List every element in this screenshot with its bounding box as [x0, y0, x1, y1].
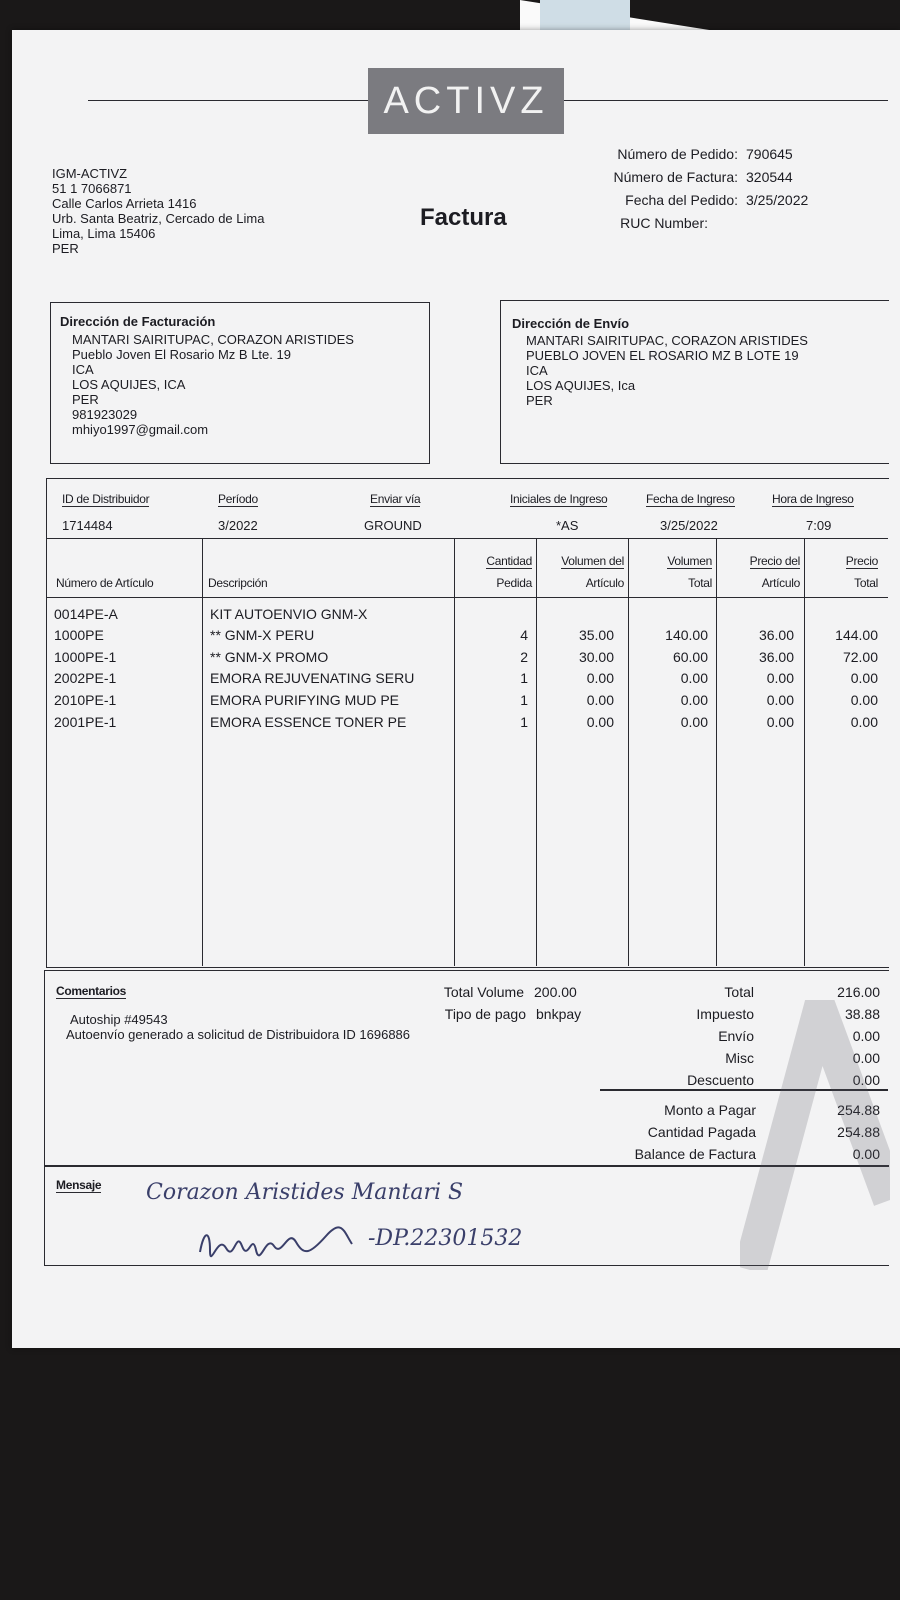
billing-line: MANTARI SAIRITUPAC, CORAZON ARISTIDES [72, 332, 354, 347]
col-header-voltot-2: Total [688, 576, 712, 590]
col-divider [804, 538, 805, 966]
company-line: Calle Carlos Arrieta 1416 [52, 196, 197, 211]
col-header-item: Número de Artículo [56, 576, 154, 590]
tax-value: 38.88 [844, 1006, 880, 1022]
col-header-desc: Descripción [208, 576, 268, 590]
payment-type-label: Tipo de pago [444, 1006, 526, 1022]
header-rule-right [564, 100, 888, 101]
invoice-balance-value: 0.00 [852, 1146, 880, 1162]
item-number: 2002PE-1 [54, 670, 117, 686]
entry-date-label: Fecha de Ingreso [646, 492, 735, 506]
item-total: 0.00 [850, 714, 878, 730]
invoice-number-value: 320544 [746, 169, 793, 185]
item-qty: 2 [520, 649, 528, 665]
shipping-line: ICA [526, 363, 548, 378]
col-header-total: Precio [845, 554, 878, 568]
item-volume: 30.00 [578, 649, 614, 665]
item-qty: 1 [520, 692, 528, 708]
handwritten-name: Corazon Aristides Mantari S [146, 1180, 464, 1205]
payment-type-value: bnkpay [536, 1006, 582, 1022]
shipping-title: Dirección de Envío [512, 316, 630, 331]
amount-due-value: 254.88 [837, 1102, 880, 1118]
company-line: IGM-ACTIVZ [52, 166, 128, 181]
message-title: Mensaje [56, 1178, 102, 1192]
company-line: 51 1 7066871 [52, 181, 132, 196]
col-header-total-2: Total [854, 576, 878, 590]
item-volume-total: 60.00 [672, 649, 708, 665]
total-label: Total [724, 984, 754, 1000]
discount-value: 0.00 [852, 1072, 880, 1088]
header-divider [46, 597, 888, 598]
entry-time-value: 7:09 [806, 518, 832, 533]
handwritten-id: -DP.22301532 [368, 1226, 523, 1251]
col-header-vol-2: Artículo [585, 576, 624, 590]
item-number: 0014PE-A [54, 606, 118, 622]
order-date-label: Fecha del Pedido: [625, 192, 738, 208]
item-volume: 0.00 [586, 670, 614, 686]
item-volume-total: 0.00 [680, 670, 708, 686]
order-info [560, 146, 880, 238]
billing-line: ICA [72, 362, 94, 377]
billing-line: 981923029 [72, 407, 138, 422]
distributor-value: 1714484 [62, 518, 113, 533]
col-header-price-2: Artículo [761, 576, 800, 590]
item-total: 0.00 [850, 670, 878, 686]
item-price: 0.00 [766, 692, 794, 708]
billing-line: LOS AQUIJES, ICA [72, 377, 186, 392]
item-qty: 1 [520, 714, 528, 730]
shipping-line: LOS AQUIJES, Ica [526, 378, 636, 393]
item-total: 72.00 [842, 649, 878, 665]
comments-text [66, 1012, 411, 1042]
ruc-value [708, 215, 716, 238]
payment-type [400, 1006, 581, 1022]
billing-line: mhiyo1997@gmail.com [72, 422, 209, 437]
tax-label: Impuesto [696, 1006, 754, 1022]
billing-address [60, 314, 354, 437]
ruc-label: RUC Number: [620, 215, 708, 231]
initials-value: *AS [556, 518, 579, 533]
item-price: 36.00 [758, 649, 794, 665]
item-number: 2001PE-1 [54, 714, 117, 730]
item-number: 1000PE-1 [54, 649, 117, 665]
misc-label: Misc [725, 1050, 754, 1066]
shipping-line: PER [526, 393, 553, 408]
discount-label: Descuento [687, 1072, 754, 1088]
handwritten-signature [196, 1224, 356, 1263]
item-volume-total: 0.00 [680, 714, 708, 730]
item-description: EMORA ESSENCE TONER PE [210, 714, 407, 730]
col-divider [454, 538, 455, 966]
total-volume-label: Total Volume [443, 984, 524, 1000]
order-number-value: 790645 [746, 146, 793, 162]
item-description: ** GNM-X PERU [210, 627, 315, 643]
company-line: PER [52, 241, 79, 256]
item-price: 0.00 [766, 670, 794, 686]
item-description: EMORA REJUVENATING SERU [210, 670, 415, 686]
item-number: 2010PE-1 [54, 692, 117, 708]
item-volume: 0.00 [586, 714, 614, 730]
item-total: 144.00 [835, 627, 878, 643]
period-value: 3/2022 [218, 518, 258, 533]
col-header-price: Precio del [749, 554, 800, 568]
billing-title: Dirección de Facturación [60, 314, 216, 329]
item-total: 0.00 [850, 692, 878, 708]
col-divider [202, 538, 203, 966]
order-number-label: Número de Pedido: [617, 146, 738, 162]
billing-line: PER [72, 392, 99, 407]
amount-paid-label: Cantidad Pagada [647, 1124, 756, 1140]
total-value: 216.00 [837, 984, 880, 1000]
col-divider [628, 538, 629, 966]
item-number: 1000PE [54, 627, 104, 643]
shipping-line: MANTARI SAIRITUPAC, CORAZON ARISTIDES [526, 333, 808, 348]
item-description: ** GNM-X PROMO [210, 649, 329, 665]
col-header-qty: Cantidad [486, 554, 532, 568]
col-divider [536, 538, 537, 966]
distributor-label: ID de Distribuidor [62, 492, 150, 506]
company-address [52, 166, 264, 256]
signature-scribble [196, 1224, 356, 1258]
col-divider [716, 538, 717, 966]
company-line: Lima, Lima 15406 [52, 226, 156, 241]
comments-title: Comentarios [56, 984, 127, 998]
billing-line: Pueblo Joven El Rosario Mz B Lte. 19 [72, 347, 291, 362]
amount-due-label: Monto a Pagar [664, 1102, 756, 1118]
item-description: EMORA PURIFYING MUD PE [210, 692, 400, 708]
item-description: KIT AUTOENVIO GNM-X [210, 606, 368, 622]
item-volume: 35.00 [578, 627, 614, 643]
ship-via-value: GROUND [364, 518, 422, 533]
total-volume-value: 200.00 [534, 984, 577, 1000]
item-price: 36.00 [758, 627, 794, 643]
item-volume-total: 140.00 [665, 627, 708, 643]
shipping-label: Envío [718, 1028, 754, 1044]
shipping-value: 0.00 [852, 1028, 880, 1044]
document-title: Factura [420, 204, 507, 231]
item-qty: 4 [520, 627, 528, 643]
entry-date-value: 3/25/2022 [660, 518, 718, 533]
comment-line: Autoship #49543 [70, 1012, 168, 1027]
item-volume-total: 0.00 [680, 692, 708, 708]
company-line: Urb. Santa Beatriz, Cercado de Lima [52, 211, 265, 226]
comment-line: Autoenvío generado a solicitud de Distribuidora ID 1696886 [66, 1027, 411, 1042]
ship-via-label: Enviar vía [370, 492, 421, 506]
header-rule-left [88, 100, 368, 101]
initials-label: Iniciales de Ingreso [510, 492, 608, 506]
invoice-number-label: Número de Factura: [613, 169, 738, 185]
item-volume: 0.00 [586, 692, 614, 708]
misc-value: 0.00 [852, 1050, 880, 1066]
entry-time-label: Hora de Ingreso [772, 492, 854, 506]
order-date-value: 3/25/2022 [746, 192, 809, 208]
meta-divider [46, 538, 888, 539]
shipping-address [512, 316, 808, 408]
item-price: 0.00 [766, 714, 794, 730]
item-qty: 1 [520, 670, 528, 686]
watermark-stroke [740, 1000, 890, 1270]
shipping-line: PUEBLO JOVEN EL ROSARIO MZ B LOTE 19 [526, 348, 799, 363]
col-header-voltot: Volumen [667, 554, 712, 568]
total-volume [400, 984, 577, 1000]
period-label: Período [218, 492, 258, 506]
col-header-qty-2: Pedida [496, 576, 532, 590]
col-header-vol: Volumen del [561, 554, 624, 568]
invoice-balance-label: Balance de Factura [634, 1146, 756, 1162]
activz-logo: ACTIVZ [368, 68, 564, 134]
amount-paid-value: 254.88 [837, 1124, 880, 1140]
